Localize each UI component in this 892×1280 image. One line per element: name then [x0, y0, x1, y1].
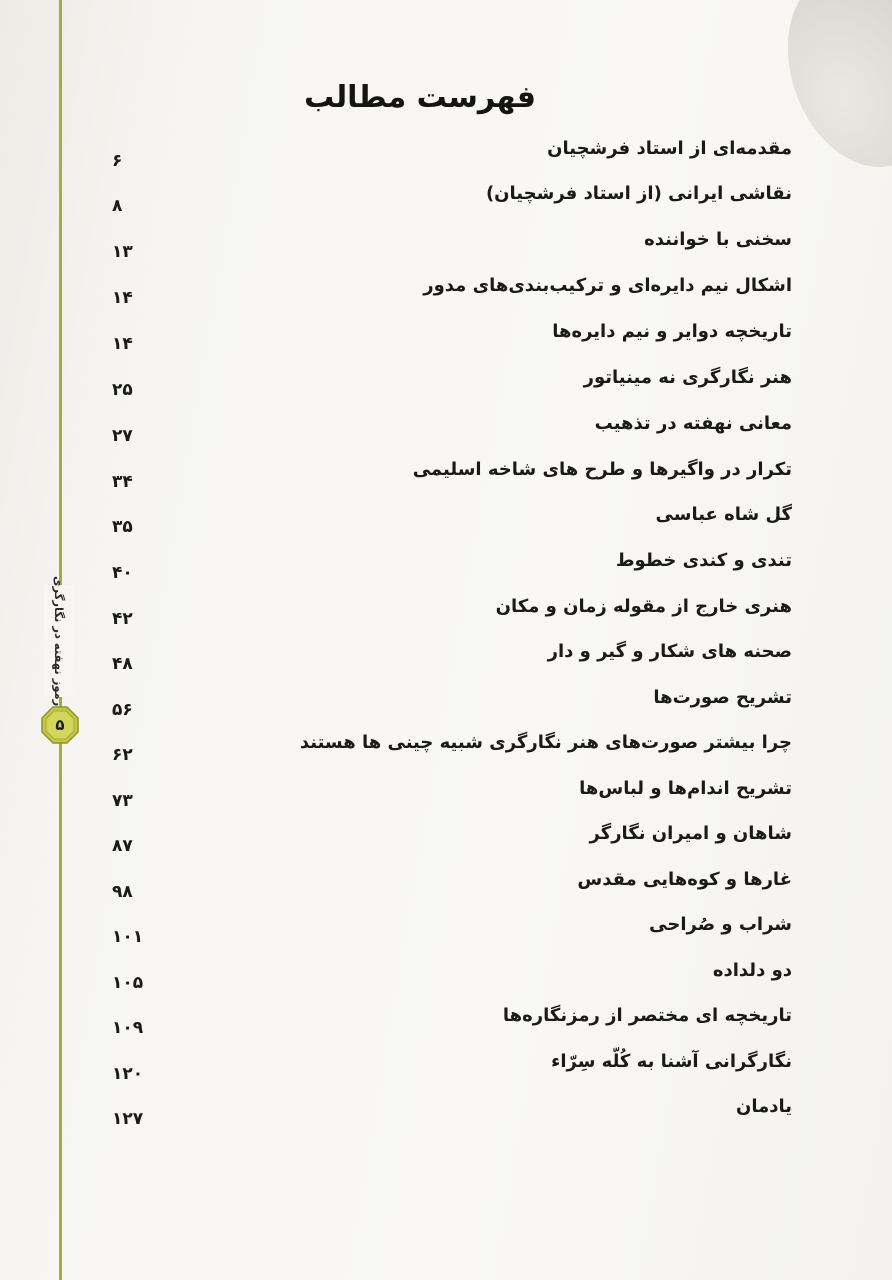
toc-entry[interactable]	[100, 1051, 792, 1091]
toc-entry-page: ۱۰۹	[112, 1018, 144, 1038]
toc-entry[interactable]	[100, 367, 792, 407]
toc-entry-title: گل شاه عباسی	[655, 504, 792, 525]
toc-entry-title: تاریخچه ای مختصر از رمزنگاره‌ها	[502, 1005, 792, 1026]
toc-entry[interactable]	[100, 641, 792, 681]
toc-entry[interactable]	[100, 550, 792, 590]
toc-entry-title: تندی و کندی خطوط	[615, 550, 792, 571]
toc-entry[interactable]	[100, 687, 792, 727]
toc-entry-page: ۲۵	[112, 380, 133, 400]
toc-entry-page: ۱۳	[112, 242, 133, 262]
toc-entry-page: ۶	[112, 151, 123, 171]
toc-entry[interactable]	[100, 183, 792, 223]
toc-entry[interactable]	[100, 869, 792, 909]
toc-entry-page: ۵۶	[112, 700, 133, 720]
toc-entry-page: ۱۴	[112, 288, 133, 308]
toc-entry-page: ۱۰۱	[112, 927, 144, 947]
toc-entry-title: تشریح اندام‌ها و لباس‌ها	[579, 778, 792, 799]
toc-entry-title: تاریخچه دوایر و نیم دایره‌ها	[552, 321, 792, 342]
toc-entry[interactable]	[100, 1005, 792, 1045]
toc-entry-page: ۶۲	[112, 745, 133, 765]
toc-entry-page: ۱۴	[112, 334, 133, 354]
toc-entry-page: ۷۳	[112, 791, 133, 811]
toc-entry-title: شاهان و امیران نگارگر	[589, 823, 792, 844]
page-title: فهرست مطالب	[304, 80, 536, 115]
toc-entry[interactable]	[100, 1096, 792, 1136]
toc-entry-title: اشکال نیم دایره‌ای و ترکیب‌بندی‌های مدور	[423, 275, 792, 296]
toc-entry-title: هنری خارج از مقوله زمان و مکان	[495, 596, 792, 617]
page-number: ۵	[55, 716, 65, 734]
toc-entry[interactable]	[100, 229, 792, 269]
running-title-text: رموز نهفته در نگارگری	[52, 575, 66, 707]
toc-entry[interactable]	[100, 138, 792, 178]
toc-entry-title: یادمان	[735, 1096, 792, 1117]
toc-entry-title: نگارگرانی آشنا به کُلّه سِرّاء	[551, 1051, 792, 1072]
toc-entry-page: ۱۰۵	[112, 973, 144, 993]
toc-entry-title: دو دلداده	[712, 960, 792, 981]
toc-entry[interactable]	[100, 914, 792, 954]
toc-entry-page: ۸	[112, 196, 123, 216]
toc-entry-title: سخنی با خواننده	[644, 229, 792, 250]
toc-entry-title: هنر نگارگری نه مینیاتور	[583, 367, 792, 388]
toc-entry[interactable]	[100, 596, 792, 636]
toc-entry-title: معانی نهفته در تذهیب	[594, 413, 792, 434]
toc-entry-page: ۳۴	[112, 472, 133, 492]
toc-entry-title: نقاشی ایرانی (از استاد فرشچیان)	[485, 183, 792, 204]
toc-entry-page: ۹۸	[112, 882, 133, 902]
toc-entry-title: شراب و صُراحی	[649, 914, 792, 935]
toc-entry-title: غارها و کوه‌هایی مقدس	[577, 869, 792, 890]
toc-entry-title: صحنه های شکار و گیر و دار	[547, 641, 792, 662]
toc-entry[interactable]	[100, 732, 792, 772]
toc-entry[interactable]	[100, 275, 792, 315]
toc-entry-title: مقدمه‌ای از استاد فرشچیان	[547, 138, 792, 159]
toc-entry-page: ۲۷	[112, 426, 133, 446]
toc-entry-page: ۴۲	[112, 609, 133, 629]
toc-entry[interactable]	[100, 823, 792, 863]
toc-entry-title: تکرار در واگیرها و طرح های شاخه اسلیمی	[412, 459, 792, 480]
toc-entry-page: ۳۵	[112, 517, 133, 537]
toc-entry[interactable]	[100, 321, 792, 361]
toc-entry[interactable]	[100, 459, 792, 499]
toc-entry-page: ۱۲۰	[112, 1064, 144, 1084]
toc-entry-title: چرا بیشتر صورت‌های هنر نگارگری شبیه چینی ها هستند	[299, 732, 792, 753]
toc-entry[interactable]	[100, 960, 792, 1000]
toc-entry[interactable]	[100, 413, 792, 453]
toc-entry-title: تشریح صورت‌ها	[653, 687, 792, 708]
toc-entry[interactable]	[100, 504, 792, 544]
toc-entry-page: ۴۸	[112, 654, 133, 674]
toc-entry-page: ۱۲۷	[112, 1109, 144, 1129]
toc-entry[interactable]	[100, 778, 792, 818]
toc-entry-page: ۴۰	[112, 563, 133, 583]
toc-entry-page: ۸۷	[112, 836, 133, 856]
